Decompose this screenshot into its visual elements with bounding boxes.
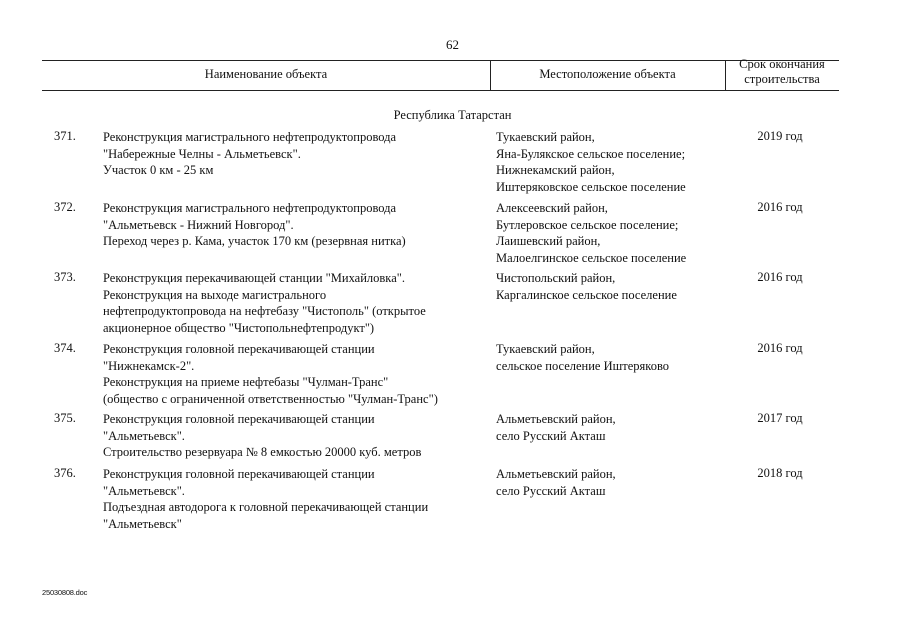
object-description: Реконструкция перекачивающей станции "Михайловка". Реконструкция на выходе магистрального нефтепродуктопровода на нефтебазу "Чистополь" (открытое акционерное общество "Чистопольнефтепродукт"): [103, 271, 426, 335]
object-description: Реконструкция магистрального нефтепродуктопровода "Альметьевск - Нижний Новгород". Переход через р. Кама, участок 170 км (резервная нитка): [103, 201, 406, 248]
completion-term: 2019 год: [757, 129, 803, 143]
column-header-term: [725, 57, 839, 87]
table-header-top-rule: [42, 60, 839, 61]
row-number: 372.: [54, 200, 76, 214]
document-filename: 25030808.doc: [42, 588, 88, 597]
completion-term: 2016 год: [757, 270, 803, 284]
completion-term: 2018 год: [757, 466, 803, 480]
object-location: Чистопольский район, Каргалинское сельское поселение: [496, 271, 677, 302]
column-header-term-line2: строительства: [744, 72, 820, 86]
completion-term: 2016 год: [757, 200, 803, 214]
object-location: Альметьевский район, село Русский Акташ: [496, 412, 616, 443]
row-number: 376.: [54, 466, 76, 480]
page-number: 62: [446, 37, 459, 52]
row-number: 371.: [54, 129, 76, 143]
object-description: Реконструкция головной перекачивающей станции "Нижнекамск-2". Реконструкция на приеме нефтебазы "Чулман-Транс" (общество с ограниченной ответственностью "Чулман-Транс"): [103, 342, 438, 406]
row-number: 375.: [54, 411, 76, 425]
column-header-location: Местоположение объекта: [539, 67, 676, 81]
column-header-term-line1: Срок окончания: [739, 57, 825, 71]
object-description: Реконструкция головной перекачивающей станции "Альметьевск". Строительство резервуара № 8 емкостью 20000 куб. метров: [103, 412, 422, 459]
region-heading: Республика Татарстан: [393, 108, 512, 122]
object-location: Альметьевский район, село Русский Акташ: [496, 467, 616, 498]
object-location: Тукаевский район, сельское поселение Иштеряково: [496, 342, 670, 373]
object-location: Тукаевский район, Яна-Булякское сельское поселение; Нижнекамский район, Иштеряковское сельское поселение: [496, 130, 686, 194]
row-number: 373.: [54, 270, 76, 284]
row-number: 374.: [54, 341, 76, 355]
object-description: Реконструкция магистрального нефтепродуктопровода "Набережные Челны - Альметьевск". Участок 0 км - 25 км: [103, 130, 397, 177]
table-header-bottom-rule: [42, 90, 839, 91]
column-header-name: Наименование объекта: [204, 67, 328, 81]
object-description: Реконструкция головной перекачивающей станции "Альметьевск". Подъездная автодорога к головной перекачивающей станции "Альметьевск": [103, 467, 429, 531]
object-location: Алексеевский район, Бутлеровское сельское поселение; Лаишевский район, Малоелгинское сельское поселение: [496, 201, 687, 265]
completion-term: 2017 год: [757, 411, 803, 425]
completion-term: 2016 год: [757, 341, 803, 355]
